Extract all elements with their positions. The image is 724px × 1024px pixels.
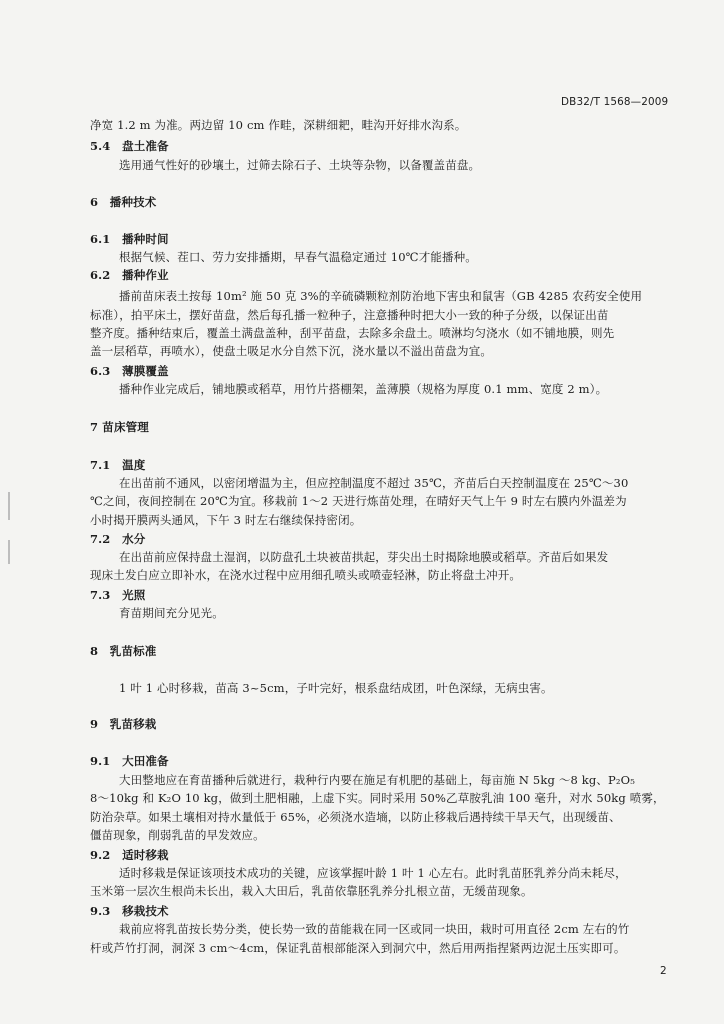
page-number: 2 (660, 965, 667, 977)
section-heading: 9.1 大田准备 (90, 754, 169, 768)
body-line: 大田整地应在育苗播种后就进行，栽种行内要在施足有机肥的基础上，每亩施 N 5kg ～8 kg、P₂O₅ (119, 773, 636, 787)
chapter-heading: 8 乳苗标准 (90, 644, 157, 658)
body-line: 标准），拍平床土，摆好苗盘，然后每孔播一粒种子，注意播种时把大小一致的种子分级，以保证出苗 (90, 308, 609, 322)
body-line: 盖一层稻草，再喷水），使盘土吸足水分自然下沉，浇水量以不溢出苗盘为宜。 (90, 344, 492, 358)
body-line: 小时揭开膜两头通风，下午 3 时左右继续保持密闭。 (90, 513, 362, 527)
section-heading: 7.3 光照 (90, 588, 146, 602)
body-line: 在出苗前不通风，以密闭增温为主，但应控制温度不超过 35℃，齐苗后白天控制温度在 25℃～30 (119, 476, 629, 490)
body-line: 杆或芦竹打洞，洞深 3 cm～4cm，保证乳苗根部能深入到洞穴中，然后用两指捏紧两边泥土压实即可。 (90, 941, 626, 955)
body-line: ℃之间，夜间控制在 20℃为宜。移栽前 1～2 天进行炼苗处理，在晴好天气上午 9 时左右膜内外温差为 (90, 494, 627, 508)
body-line: 玉米第一层次生根尚未长出，栽入大田后，乳苗依靠胚乳养分扎根立苗，无缓苗现象。 (90, 884, 533, 898)
section-heading: 9.2 适时移栽 (90, 848, 169, 862)
section-heading: 7.1 温度 (90, 458, 146, 472)
binding-mark (8, 540, 10, 564)
section-heading: 9.3 移栽技术 (90, 904, 169, 918)
chapter-heading: 6 播种技术 (90, 195, 157, 209)
section-heading: 7.2 水分 (90, 532, 146, 546)
body-line: 整齐度。播种结束后，覆盖土满盘盖种，刮平苗盘，去除多余盘土。喷淋均匀浇水（如不铺地膜，则先 (90, 326, 615, 340)
body-line: 栽前应将乳苗按长势分类，使长势一致的苗能栽在同一区或同一块田，栽时可用直径 2cm 左右的竹 (119, 922, 630, 936)
section-heading: 5.4 盘土准备 (90, 139, 169, 153)
binding-mark (8, 492, 10, 520)
standard-code-header: DB32/T 1568—2009 (561, 96, 669, 108)
body-line: 适时移栽是保证该项技术成功的关键，应该掌握叶龄 1 叶 1 心左右。此时乳苗胚乳养分尚未耗尽， (119, 866, 627, 880)
section-heading: 6.1 播种时间 (90, 232, 169, 246)
chapter-heading: 7 苗床管理 (90, 420, 149, 434)
body-line: 防治杂草。如果土壤相对持水量低于 65%，必须浇水造墒，以防止移栽后遇持续干旱天气，出现缓苗、 (90, 810, 621, 824)
body-line: 在出苗前应保持盘土湿润，以防盘孔土块被苗拱起，芽尖出土时揭除地膜或稻草。齐苗后如果发 (119, 550, 609, 564)
body-line: 播种作业完成后，铺地膜或稻草，用竹片搭棚架，盖薄膜（规格为厚度 0.1 mm、宽度 2 m）。 (119, 382, 608, 396)
body-line: 僵苗现象，削弱乳苗的早发效应。 (90, 828, 265, 842)
section-heading: 6.2 播种作业 (90, 268, 169, 282)
body-line: 播前苗床表土按每 10m² 施 50 克 3%的辛硫磷颗粒剂防治地下害虫和鼠害（GB 4285 农药安全使用 (119, 289, 643, 303)
body-line: 净宽 1.2 m 为准。两边留 10 cm 作畦，深耕细耙，畦沟开好排水沟系。 (90, 118, 467, 132)
body-line: 根据气候、茬口、劳力安排播期，早春气温稳定通过 10℃才能播种。 (119, 250, 477, 264)
body-line: 选用通气性好的砂壤土，过筛去除石子、土块等杂物，以备覆盖苗盘。 (119, 158, 481, 172)
body-line: 育苗期间充分见光。 (119, 606, 224, 620)
section-heading: 6.3 薄膜覆盖 (90, 364, 169, 378)
body-line: 1 叶 1 心时移栽，苗高 3~5cm，子叶完好，根系盘结成团，叶色深绿，无病虫害。 (119, 681, 553, 695)
body-line: 现床土发白应立即补水，在浇水过程中应用细孔喷头或喷壶轻淋，防止将盘土冲开。 (90, 568, 522, 582)
body-line: 8～10kg 和 K₂O 10 kg，做到土肥相融，上虚下实。同时采用 50%乙草胺乳油 100 毫升，对水 50kg 喷雾， (90, 791, 665, 805)
chapter-heading: 9 乳苗移栽 (90, 717, 157, 731)
